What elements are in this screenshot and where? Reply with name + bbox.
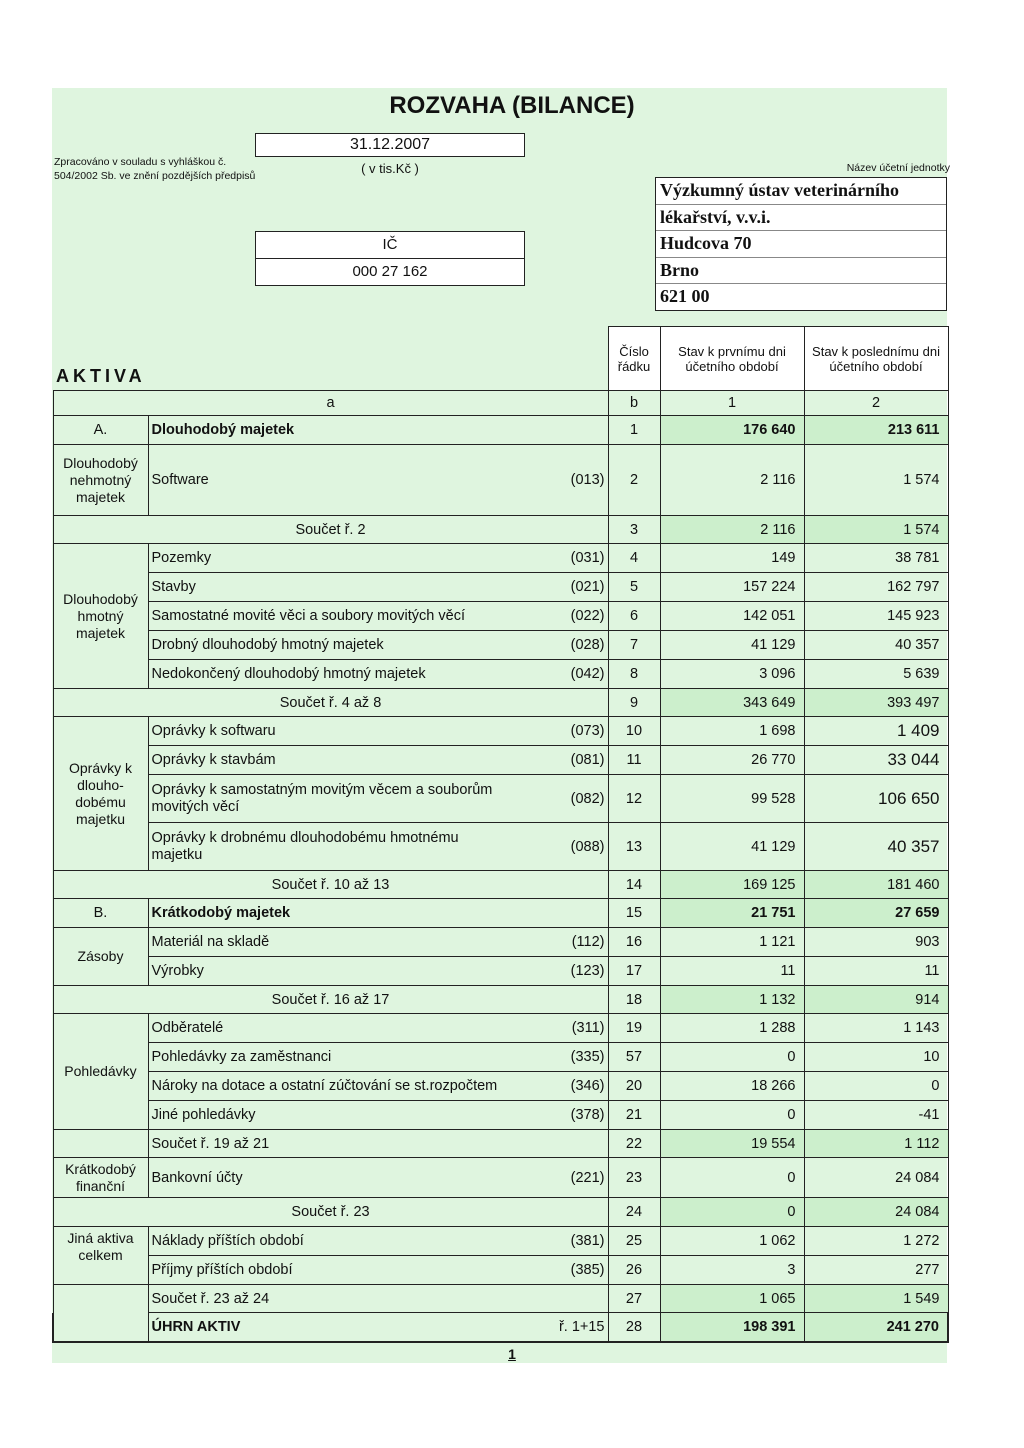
col-b: b <box>608 391 660 416</box>
row-number: 22 <box>608 1130 660 1158</box>
row-number: 27 <box>608 1285 660 1313</box>
value-start: 99 528 <box>660 775 804 823</box>
subtotal-label: Součet ř. 16 až 17 <box>53 986 608 1014</box>
entity-line: Výzkumný ústav veterinárního <box>656 178 946 205</box>
table-row <box>53 928 948 957</box>
value-start: 142 051 <box>660 602 804 631</box>
row-label <box>148 445 608 516</box>
account-code: (335) <box>570 1049 605 1065</box>
col-a: a <box>53 391 608 416</box>
subtotal-label: Součet ř. 10 až 13 <box>53 871 608 899</box>
legal-note: Zpracováno v souladu s vyhláškou č. 504/2002 Sb. ve znění pozdějších předpisů <box>54 156 256 182</box>
entity-line: lékařství, v.v.i. <box>656 205 946 232</box>
value-end: 38 781 <box>804 544 948 573</box>
row-number: 14 <box>608 871 660 899</box>
account-code: (112) <box>571 934 605 950</box>
item-label: Oprávky k stavbám <box>151 752 276 768</box>
row-number: 2 <box>608 445 660 516</box>
category-label: Zásoby <box>53 928 148 986</box>
entity-label: Název účetní jednotky <box>846 162 950 174</box>
category-label: Dlouhodobý nehmotný majetek <box>53 445 148 516</box>
value-start: 169 125 <box>660 871 804 899</box>
value-start: 41 129 <box>660 631 804 660</box>
value-end: 1 574 <box>804 445 948 516</box>
account-code: (378) <box>570 1107 605 1123</box>
item-label: Pozemky <box>151 550 212 566</box>
table-row <box>53 544 948 573</box>
category-label: Krátkodobý finanční <box>53 1158 148 1198</box>
row-number: 25 <box>608 1227 660 1256</box>
value-end: 1 112 <box>804 1130 948 1158</box>
value-start: 149 <box>660 544 804 573</box>
value-start: 19 554 <box>660 1130 804 1158</box>
table-row <box>53 1158 948 1198</box>
item-label: Oprávky k drobnému dlouhodobému hmotnému majetku <box>151 829 459 863</box>
item-label: Oprávky k samostatným movitým věcem a souborům movitých věcí <box>151 781 493 815</box>
value-end: 181 460 <box>804 871 948 899</box>
table-row <box>53 1130 948 1158</box>
item-label: Drobný dlouhodobý hmotný majetek <box>151 637 384 653</box>
account-code: (381) <box>570 1233 605 1249</box>
subtotal-label: Součet ř. 4 až 8 <box>53 689 608 717</box>
row-number: 24 <box>608 1198 660 1227</box>
table-row <box>53 573 948 602</box>
ic-box <box>255 231 525 286</box>
value-start: 1 121 <box>660 928 804 957</box>
item-label: Jiné pohledávky <box>151 1107 256 1123</box>
row-number: 17 <box>608 957 660 986</box>
value-start: 198 391 <box>660 1313 804 1342</box>
table-row <box>53 1072 948 1101</box>
item-label: Příjmy příštích období <box>151 1262 293 1278</box>
row-number: 23 <box>608 1158 660 1198</box>
item-label: Pohledávky za zaměstnanci <box>151 1049 332 1065</box>
table-row <box>53 1198 948 1227</box>
table-row <box>53 689 948 717</box>
value-end: 914 <box>804 986 948 1014</box>
table-row <box>53 1227 948 1256</box>
value-start: 41 129 <box>660 823 804 871</box>
value-end: 213 611 <box>804 416 948 445</box>
item-label: Samostatné movité věci a soubory movitých věcí <box>151 608 465 624</box>
account-code: (082) <box>570 790 605 807</box>
row-number: 9 <box>608 689 660 717</box>
date-box: 31.12.2007 <box>255 133 525 157</box>
account-code: (385) <box>570 1262 605 1278</box>
item-label: Výrobky <box>151 963 204 979</box>
value-end: 1 143 <box>804 1014 948 1043</box>
value-start: 3 096 <box>660 660 804 689</box>
row-number: 4 <box>608 544 660 573</box>
table-row <box>53 1014 948 1043</box>
table-row <box>53 631 948 660</box>
table-row <box>53 660 948 689</box>
category-title: Krátkodobý majetek <box>148 899 608 928</box>
table-row <box>53 717 948 746</box>
account-code: (013) <box>570 472 605 488</box>
value-end: 106 650 <box>804 775 948 823</box>
item-label: Odběratelé <box>151 1020 224 1036</box>
entity-box <box>655 177 947 311</box>
table-header-row <box>53 327 948 391</box>
value-start: 176 640 <box>660 416 804 445</box>
value-end: 162 797 <box>804 573 948 602</box>
value-end: 0 <box>804 1072 948 1101</box>
table-row <box>53 416 948 445</box>
account-code: (123) <box>570 963 605 979</box>
category-letter: B. <box>53 899 148 928</box>
value-end: 1 549 <box>804 1285 948 1313</box>
balance-table <box>52 326 949 1343</box>
page-title: ROZVAHA (BILANCE) <box>389 92 635 119</box>
value-end: 393 497 <box>804 689 948 717</box>
category-label: Jiná aktiva celkem <box>53 1227 148 1285</box>
entity-line: 621 00 <box>660 286 710 306</box>
value-start: 1 698 <box>660 717 804 746</box>
item-label: Náklady příštích období <box>151 1233 304 1249</box>
value-end: 40 357 <box>804 631 948 660</box>
table-row <box>53 746 948 775</box>
item-label: Stavby <box>151 579 196 595</box>
row-number: 3 <box>608 516 660 544</box>
row-number: 1 <box>608 416 660 445</box>
account-code: (311) <box>571 1020 605 1036</box>
value-start: 1 132 <box>660 986 804 1014</box>
row-number: 11 <box>608 746 660 775</box>
subtotal-label: Součet ř. 19 až 21 <box>148 1130 608 1158</box>
category-label: Dlouhodobý hmotný majetek <box>53 544 148 689</box>
item-label: Nedokončený dlouhodobý hmotný majetek <box>151 666 426 682</box>
column-letters-row <box>53 391 948 416</box>
row-number: 6 <box>608 602 660 631</box>
value-start: 0 <box>660 1198 804 1227</box>
ic-label: IČ <box>382 236 398 253</box>
row-number: 18 <box>608 986 660 1014</box>
value-start: 0 <box>660 1158 804 1198</box>
account-code: (042) <box>570 666 605 682</box>
table-row <box>53 823 948 871</box>
row-number: 19 <box>608 1014 660 1043</box>
row-number: 15 <box>608 899 660 928</box>
table-row <box>53 1101 948 1130</box>
table-row <box>53 1256 948 1285</box>
row-number: 13 <box>608 823 660 871</box>
value-end: 1 574 <box>804 516 948 544</box>
table-row <box>53 1043 948 1072</box>
row-number: 7 <box>608 631 660 660</box>
category-title: Dlouhodobý majetek <box>148 416 608 445</box>
value-start: 0 <box>660 1101 804 1130</box>
row-number: 20 <box>608 1072 660 1101</box>
value-end: 241 270 <box>804 1313 948 1342</box>
value-end: 27 659 <box>804 899 948 928</box>
table-row <box>53 1285 948 1313</box>
total-row <box>53 1313 948 1342</box>
row-number: 21 <box>608 1101 660 1130</box>
value-start: 26 770 <box>660 746 804 775</box>
subtotal-label: Součet ř. 23 <box>53 1198 608 1227</box>
item-label: Nároky na dotace a ostatní zúčtování se st.rozpočtem <box>151 1078 498 1094</box>
value-start: 11 <box>660 957 804 986</box>
row-number: 28 <box>608 1313 660 1342</box>
entity-line: Brno <box>656 258 946 285</box>
table-row <box>53 516 948 544</box>
table-row <box>53 957 948 986</box>
total-label: ÚHRN AKTIV <box>151 1318 241 1335</box>
value-start: 21 751 <box>660 899 804 928</box>
account-code: (346) <box>570 1078 605 1094</box>
value-end: 24 084 <box>804 1158 948 1198</box>
value-start: 3 <box>660 1256 804 1285</box>
header-start: Stav k prvnímu dni účetního období <box>660 327 804 391</box>
item-label: Software <box>151 472 209 488</box>
item-label: Bankovní účty <box>151 1169 243 1186</box>
row-number: 26 <box>608 1256 660 1285</box>
value-start: 343 649 <box>660 689 804 717</box>
table-row <box>53 775 948 823</box>
table-row <box>53 899 948 928</box>
account-code: (073) <box>570 723 605 739</box>
value-end: 33 044 <box>804 746 948 775</box>
value-start: 18 266 <box>660 1072 804 1101</box>
category-label: Oprávky k dlouho-dobému majetku <box>53 717 148 871</box>
item-label: Materiál na skladě <box>151 934 270 950</box>
category-letter: A. <box>53 416 148 445</box>
subtotal-label: Součet ř. 23 až 24 <box>148 1285 608 1313</box>
account-code: (021) <box>570 579 605 595</box>
value-end: 903 <box>804 928 948 957</box>
row-number: 10 <box>608 717 660 746</box>
value-start: 1 288 <box>660 1014 804 1043</box>
table-row <box>53 871 948 899</box>
value-end: 1 409 <box>804 717 948 746</box>
value-end: -41 <box>804 1101 948 1130</box>
value-start: 157 224 <box>660 573 804 602</box>
account-code: ř. 1+15 <box>558 1318 605 1335</box>
page-number: 1 <box>508 1346 516 1362</box>
value-end: 11 <box>804 957 948 986</box>
account-code: (221) <box>570 1169 605 1186</box>
account-code: (088) <box>570 838 605 855</box>
subtotal-label: Součet ř. 2 <box>53 516 608 544</box>
value-start: 2 116 <box>660 516 804 544</box>
col-2: 2 <box>804 391 948 416</box>
unit-label: ( v tis.Kč ) <box>361 161 419 176</box>
value-end: 10 <box>804 1043 948 1072</box>
table-row <box>53 986 948 1014</box>
value-end: 40 357 <box>804 823 948 871</box>
value-end: 5 639 <box>804 660 948 689</box>
item-label: Oprávky k softwaru <box>151 723 276 739</box>
value-start: 1 065 <box>660 1285 804 1313</box>
row-number: 12 <box>608 775 660 823</box>
account-code: (028) <box>570 637 605 653</box>
value-start: 0 <box>660 1043 804 1072</box>
account-code: (081) <box>570 752 605 768</box>
row-number: 16 <box>608 928 660 957</box>
value-end: 277 <box>804 1256 948 1285</box>
value-end: 1 272 <box>804 1227 948 1256</box>
value-end: 145 923 <box>804 602 948 631</box>
col-1: 1 <box>660 391 804 416</box>
header-end: Stav k poslednímu dni účetního období <box>804 327 948 391</box>
value-start: 2 116 <box>660 445 804 516</box>
section-title: AKTIVA <box>56 366 146 386</box>
account-code: (022) <box>570 608 605 624</box>
value-end: 24 084 <box>804 1198 948 1227</box>
value-start: 1 062 <box>660 1227 804 1256</box>
header-row-no: Číslo řádku <box>608 327 660 391</box>
row-number: 57 <box>608 1043 660 1072</box>
table-row <box>53 445 948 516</box>
ic-value: 000 27 162 <box>256 258 524 285</box>
account-code: (031) <box>570 550 605 566</box>
row-number: 8 <box>608 660 660 689</box>
entity-line: Hudcova 70 <box>656 231 946 258</box>
table-row <box>53 602 948 631</box>
row-number: 5 <box>608 573 660 602</box>
category-label: Pohledávky <box>53 1014 148 1130</box>
